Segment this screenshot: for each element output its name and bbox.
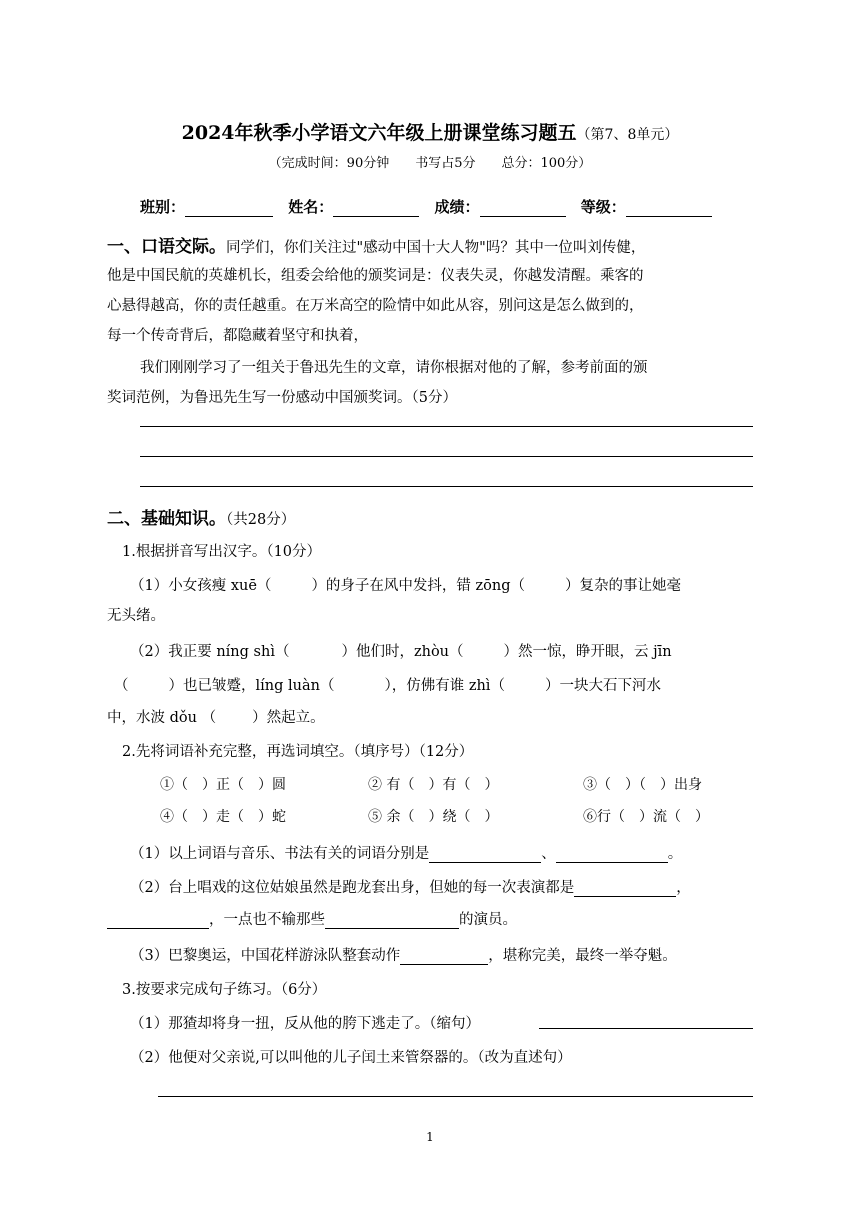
score-label: 成绩： xyxy=(434,198,480,216)
name-label: 姓名： xyxy=(288,198,334,216)
answer-line-q3-s1[interactable] xyxy=(539,1028,753,1029)
score-field[interactable] xyxy=(480,200,566,217)
section1-line-2: 他是中国民航的英雄机长，组委会给他的颁奖词是：仪表失灵，你越发清醒。乘客的 xyxy=(107,268,644,284)
answer-line-1[interactable] xyxy=(140,426,753,427)
q3-s1: （1）那猹却将身一扭，反从他的胯下逃走了。（缩句） xyxy=(130,1016,480,1032)
exam-info: （完成时间：90分钟 书写占5分 总分：100分） xyxy=(268,156,592,171)
q1-s1-line1: （1）小女孩瘦 xuē（ ）的身子在风中发抖，错 zōng（ ）复杂的事让她毫 xyxy=(130,578,682,594)
q2-s3: （3）巴黎奥运，中国花样游泳队整套动作 ，堪称完美，最终一举夺魁。 xyxy=(130,948,677,964)
q2-s2-line2: ，一点也不输那些 的演员。 xyxy=(107,908,517,929)
section2-points: （共28分） xyxy=(226,512,296,528)
student-fields xyxy=(140,196,712,217)
word-item-1: ①（ ）正（ ）圆 xyxy=(160,777,286,793)
word-item-5: ⑤ 余（ ）绕（ ） xyxy=(368,809,499,825)
word-item-3: ③（ ）（ ）出身 xyxy=(583,777,702,793)
section1-line-1: 一、口语交际。同学们，你们关注过"感动中国十大人物"吗？其中一位叫刘传健， xyxy=(107,237,646,257)
q2-s1: （1）以上词语与音乐、书法有关的词语分别是 、 。 xyxy=(130,846,683,862)
blank-q2-s2-a[interactable] xyxy=(574,880,676,897)
q1-s2-line3: 中，水波 dǒu （ ）然起立。 xyxy=(107,710,325,726)
class-label: 班别： xyxy=(140,198,186,216)
q3-title: 3.按要求完成句子练习。（6分） xyxy=(122,982,327,998)
q3-s2: （2）他便对父亲说,可以叫他的儿子闰土来管祭器的。（改为直述句） xyxy=(130,1050,572,1066)
grade-field[interactable] xyxy=(626,200,712,217)
title-suffix: （第7、8单元） xyxy=(576,127,679,143)
name-field[interactable] xyxy=(333,200,419,217)
q1-s2-line2: （ ）也已皱蹙，líng luàn（ ），仿佛有谁 zhì（ ）一块大石下河水 xyxy=(114,678,661,694)
q2-s2-line1: （2）台上唱戏的这位姑娘虽然是跑龙套出身，但她的每一次表演都是 ， xyxy=(130,880,691,896)
blank-q2-s1-a[interactable] xyxy=(429,846,541,863)
section1-task-1: 我们刚刚学习了一组关于鲁迅先生的文章，请你根据对他的了解，参考前面的颁 xyxy=(140,360,648,376)
section2-heading-row xyxy=(107,504,295,529)
title-main: 2024年秋季小学语文六年级上册课堂练习题五 xyxy=(181,122,577,144)
blank-q2-s3[interactable] xyxy=(400,948,488,965)
answer-line-q3-s2[interactable] xyxy=(158,1096,753,1097)
class-field[interactable] xyxy=(185,200,273,217)
blank-q2-s1-b[interactable] xyxy=(556,846,668,863)
page-title xyxy=(0,118,860,145)
blank-q2-s2-c[interactable] xyxy=(325,912,459,929)
section1-heading: 一、口语交际。 xyxy=(107,237,226,257)
page-number: 1 xyxy=(426,1130,434,1144)
section2-heading: 二、基础知识。 xyxy=(107,509,226,529)
grade-label: 等级： xyxy=(580,198,626,216)
answer-line-3[interactable] xyxy=(140,486,753,487)
q2-title: 2.先将词语补充完整，再选词填空。（填序号）（12分） xyxy=(122,744,474,760)
q1-s2-line1: （2）我正要 níng shì（ ）他们时，zhòu（ ）然一惊，睁开眼，云 jīn xyxy=(130,644,672,660)
word-item-2: ② 有（ ）有（ ） xyxy=(368,777,499,793)
word-item-6: ⑥行（ ）流（ ） xyxy=(583,809,709,825)
section1-line-3: 心悬得越高，你的责任越重。在万米高空的险情中如此从容，别问这是怎么做到的， xyxy=(107,298,644,314)
answer-line-2[interactable] xyxy=(140,456,753,457)
word-item-4: ④（ ）走（ ）蛇 xyxy=(160,809,286,825)
blank-q2-s2-b[interactable] xyxy=(107,912,209,929)
q1-s1-line2: 无头绪。 xyxy=(107,608,165,624)
section1-task-2: 奖词范例，为鲁迅先生写一份感动中国颁奖词。（5分） xyxy=(107,390,457,406)
q1-title: 1.根据拼音写出汉字。（10分） xyxy=(122,544,322,560)
section1-line-4: 每一个传奇背后，都隐藏着坚守和执着， xyxy=(107,328,368,344)
